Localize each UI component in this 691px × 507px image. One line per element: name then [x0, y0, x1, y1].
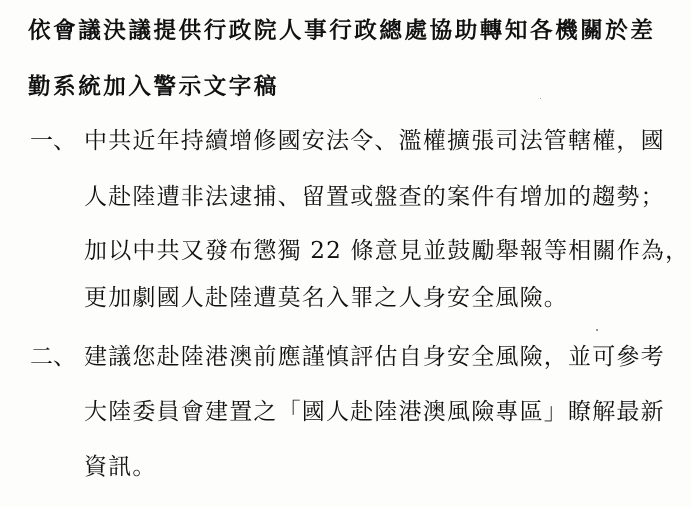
- item-number: 一、: [30, 128, 76, 154]
- item-line: 人赴陸遭非法逮捕、留置或盤查的案件有增加的趨勢；: [84, 184, 665, 210]
- document-title-line-1: 依會議決議提供行政院人事行政總處協助轉知各機關於差: [28, 18, 656, 44]
- item-number: 二、: [30, 344, 76, 370]
- scan-speck: [596, 329, 598, 331]
- document-title-line-2: 勤系統加入警示文字稿: [28, 74, 280, 100]
- scan-speck: [540, 98, 541, 99]
- item-line: 更加劇國人赴陸遭莫名入罪之人身安全風險。: [84, 285, 568, 311]
- item-line: 建議您赴陸港澳前應謹慎評估自身安全風險，並可參考: [84, 344, 665, 370]
- item-line: 加以中共又發布懲獨 22 條意見並鼓勵舉報等相關作為，: [84, 238, 690, 264]
- item-line: 中共近年持續增修國安法令、濫權擴張司法管轄權，國: [84, 128, 665, 154]
- item-line: 大陸委員會建置之「國人赴陸港澳風險專區」瞭解最新: [84, 399, 665, 425]
- item-line: 資訊。: [84, 454, 157, 480]
